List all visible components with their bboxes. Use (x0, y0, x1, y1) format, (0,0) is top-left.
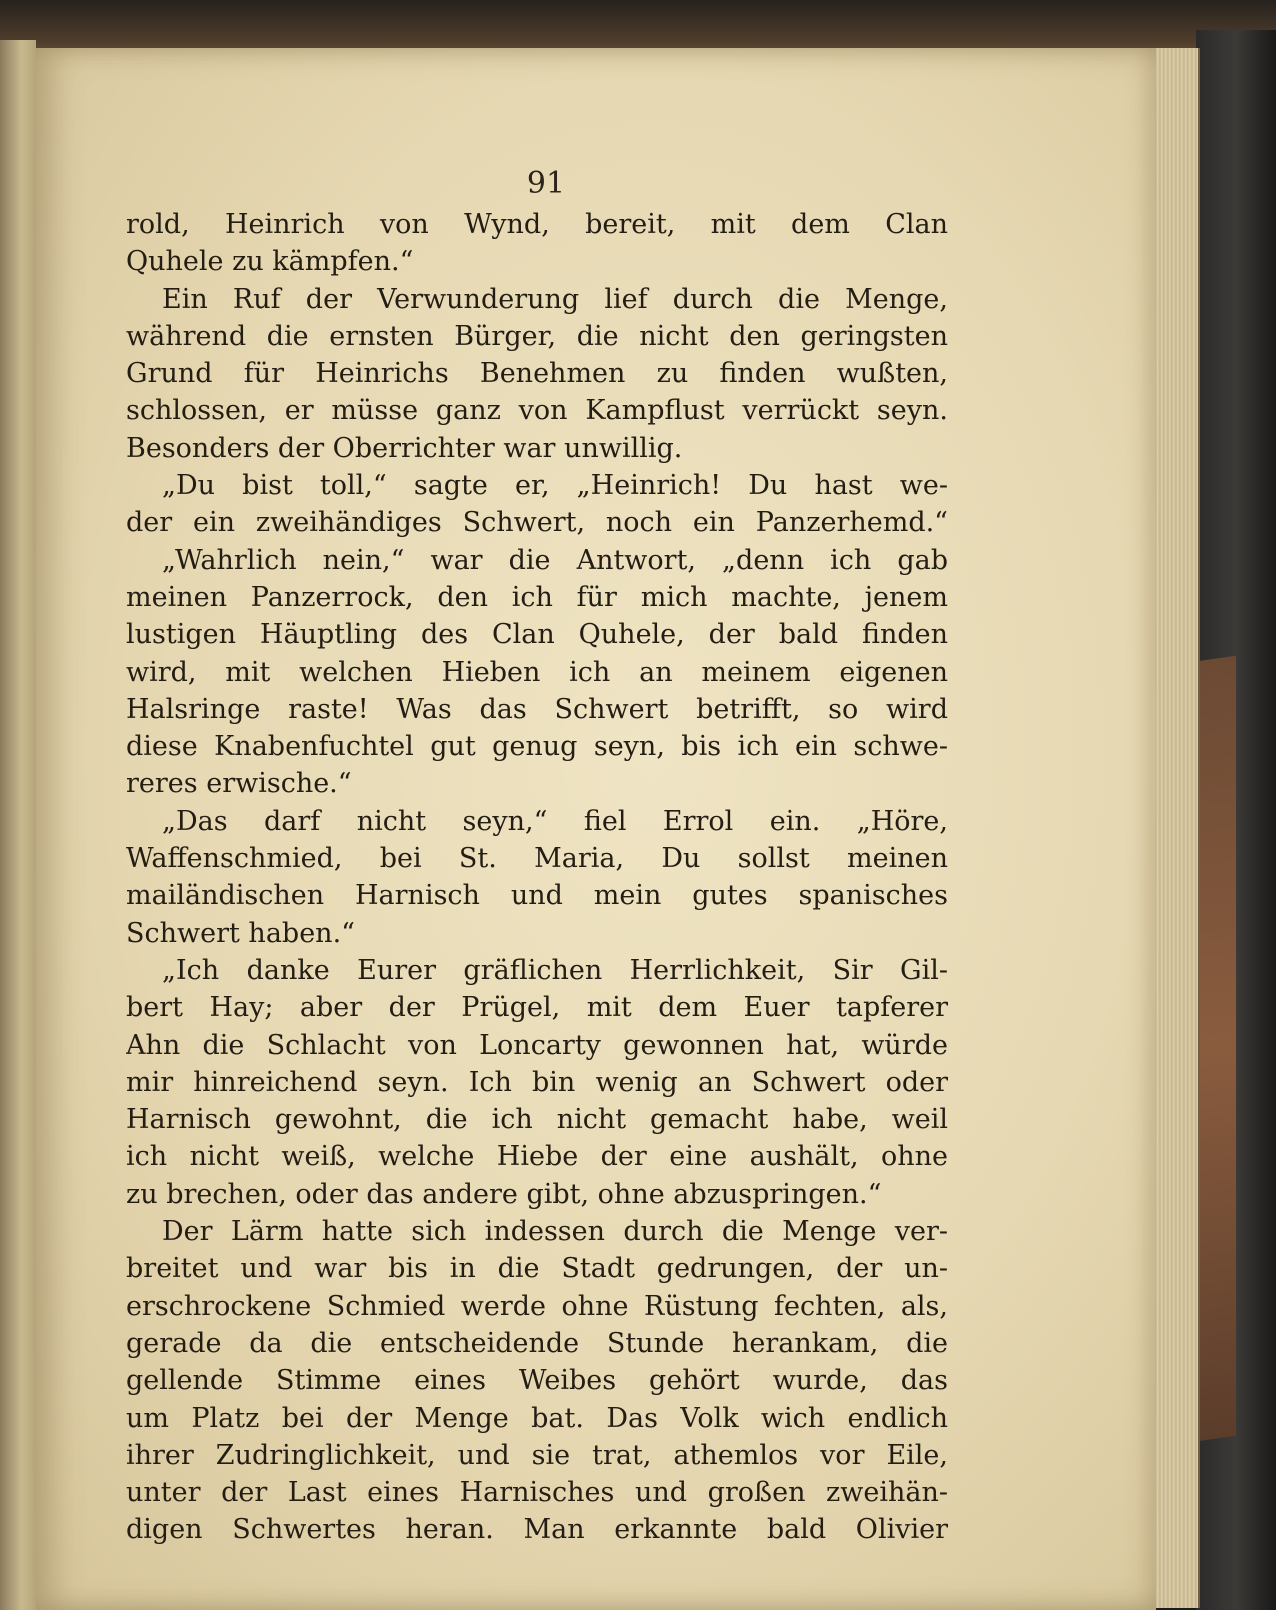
text-line: „Das darf nicht seyn,“ fiel Errol ein. „Höre, (162, 805, 948, 837)
text-line: „Ich danke Eurer gräflichen Herrlichkeit, Sir Gil- (162, 954, 948, 986)
page-number: 91 (526, 166, 566, 201)
page-text (126, 206, 948, 1549)
page-edges (1150, 48, 1200, 1608)
text-line: Schwert haben.“ (126, 917, 355, 949)
text-line: der ein zweihändiges Schwert, noch ein Panzerhemd.“ (126, 507, 948, 539)
text-line: wird, mit welchen Hieben ich an meinem eigenen (126, 656, 948, 688)
text-line: mir hinreichend seyn. Ich bin wenig an Schwert oder (126, 1066, 948, 1098)
text-line: während die ernsten Bürger, die nicht den geringsten (126, 320, 948, 352)
text-line: Der Lärm hatte sich indessen durch die Menge ver- (162, 1216, 948, 1248)
text-line: um Platz bei der Menge bat. Das Volk wich endlich (126, 1402, 948, 1434)
text-line: „Wahrlich nein,“ war die Antwort, „denn ich gab (162, 544, 948, 576)
text-line: „Du bist toll,“ sagte er, „Heinrich! Du hast we- (162, 470, 948, 502)
text-line: Harnisch gewohnt, die ich nicht gemacht habe, weil (126, 1104, 948, 1136)
text-line: digen Schwertes heran. Man erkannte bald Olivier (126, 1514, 948, 1546)
text-line: Grund für Heinrichs Benehmen zu finden wußten, (126, 358, 948, 390)
text-line: Quhele zu kämpfen.“ (126, 246, 414, 278)
text-line: unter der Last eines Harnisches und großen zweihän- (126, 1477, 948, 1509)
text-line: Ein Ruf der Verwunderung lief durch die Menge, (162, 283, 948, 315)
text-line: erschrockene Schmied werde ohne Rüstung fechten, als, (126, 1290, 948, 1322)
text-line: lustigen Häuptling des Clan Quhele, der bald finden (126, 619, 948, 651)
text-line: ihrer Zudringlichkeit, und sie trat, athemlos vor Eile, (126, 1439, 948, 1471)
text-line: gerade da die entscheidende Stunde herankam, die (126, 1327, 948, 1359)
book-spine (0, 40, 36, 1610)
text-line: meinen Panzerrock, den ich für mich machte, jenem (126, 581, 948, 613)
text-line: mailändischen Harnisch und mein gutes spanisches (126, 880, 948, 912)
text-line: bert Hay; aber der Prügel, mit dem Euer tapferer (126, 992, 948, 1024)
text-line: breitet und war bis in die Stadt gedrungen, der un- (126, 1253, 948, 1285)
text-line: gellende Stimme eines Weibes gehört wurde, das (126, 1365, 948, 1397)
text-line: diese Knabenfuchtel gut genug seyn, bis ich ein schwe- (126, 731, 948, 763)
text-line: schlossen, er müsse ganz von Kampflust verrückt seyn. (126, 395, 948, 427)
text-line: Ahn die Schlacht von Loncarty gewonnen hat, würde (126, 1029, 948, 1061)
book-page (36, 48, 1156, 1610)
text-line: Besonders der Oberrichter war unwillig. (126, 432, 683, 464)
text-line: ich nicht weiß, welche Hiebe der eine aushält, ohne (126, 1141, 948, 1173)
text-line: rold, Heinrich von Wynd, bereit, mit dem Clan (126, 209, 948, 240)
text-line: zu brechen, oder das andere gibt, ohne abzuspringen.“ (126, 1178, 882, 1210)
text-line: Halsringe raste! Was das Schwert betrifft, so wird (126, 693, 948, 725)
text-line: Waffenschmied, bei St. Maria, Du sollst meinen (126, 843, 948, 875)
text-line: reres erwische.“ (126, 768, 352, 800)
